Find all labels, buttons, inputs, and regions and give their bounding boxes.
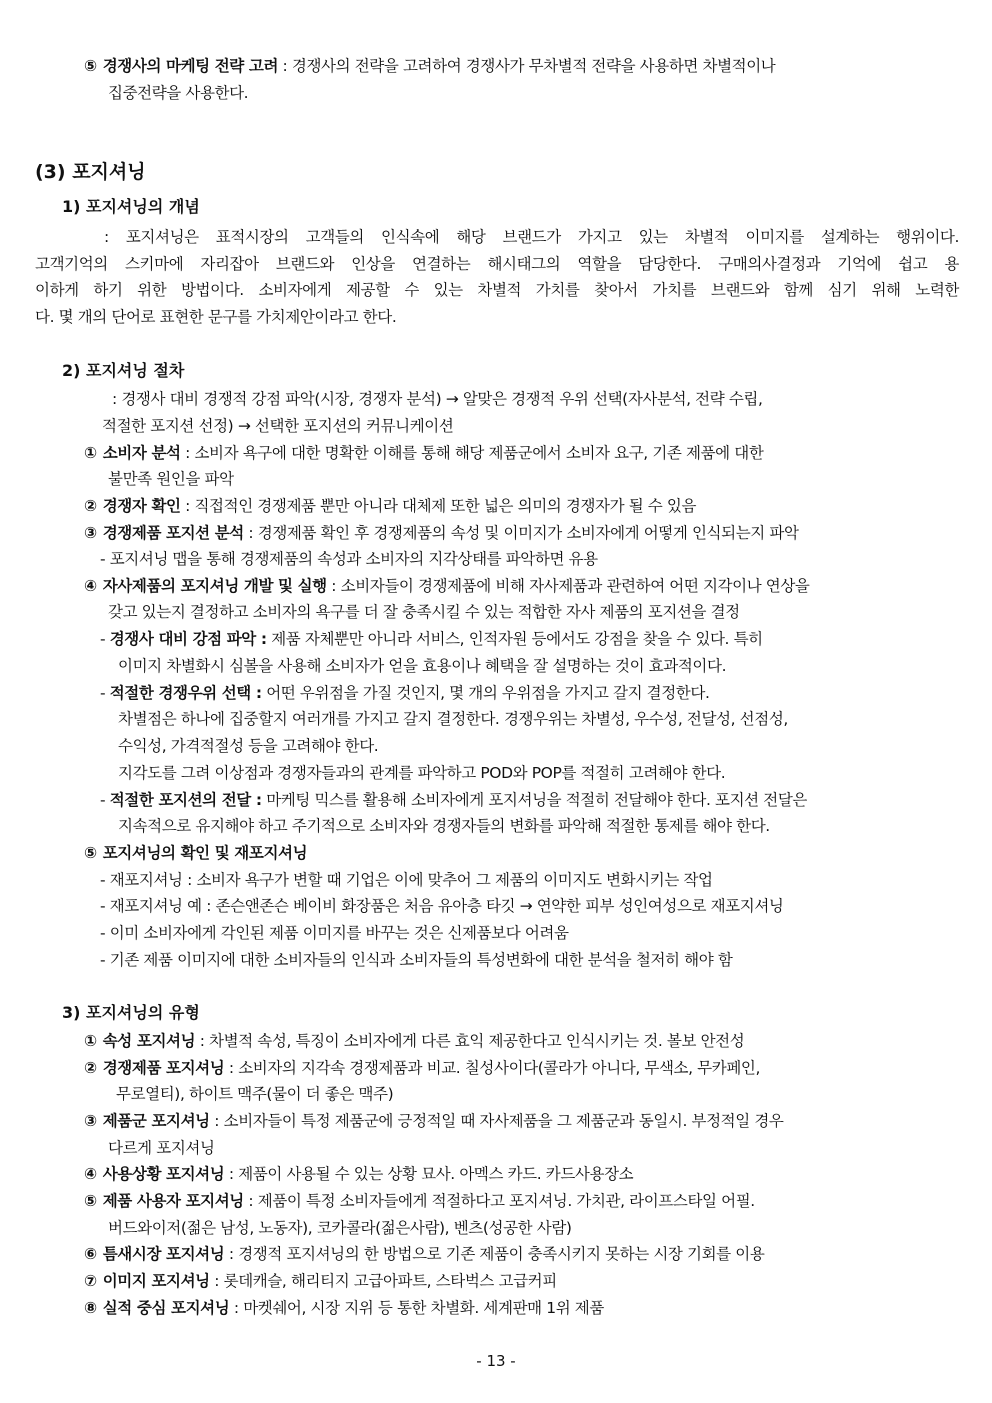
step-text: : 소비자 욕구에 대한 명확한 이해를 통해 해당 제품군에서 소비자 요구, 기존 제품에 대한 bbox=[180, 444, 764, 462]
type-item bbox=[84, 1111, 783, 1131]
step-term: 소비자 분석 bbox=[102, 444, 181, 462]
procedure-step-5-sub: - 이미 소비자에게 각인된 제품 이미지를 바꾸는 것은 신제품보다 어려움 bbox=[100, 924, 569, 942]
procedure-step-5-sub: - 기존 제품 이미지에 대한 소비자들의 인식과 소비자들의 특성변화에 대한 분석을 철저히 해야 함 bbox=[100, 951, 733, 969]
type-term: 제품 사용자 포지셔닝 bbox=[102, 1192, 244, 1210]
procedure-summary: : 경쟁사 대비 경쟁적 강점 파악(시장, 경쟁자 분석) → 알맞은 경쟁적 우위 선택(자사분석, 전략 수립, bbox=[112, 390, 763, 408]
type-text: : 경쟁적 포지셔닝의 한 방법으로 기존 제품이 충족시키지 못하는 시장 기회를 이용 bbox=[224, 1245, 765, 1263]
type-term: 사용상황 포지셔닝 bbox=[102, 1165, 225, 1183]
sub-dash: - bbox=[100, 791, 110, 809]
step-number: ⑤ bbox=[84, 844, 97, 862]
procedure-step-5-sub: - 재포지셔닝 예 : 존슨앤존슨 베이비 화장품은 처음 유아층 타깃 → 연약한 피부 성인여성으로 재포지셔닝 bbox=[100, 897, 784, 915]
step-term: 경쟁자 확인 bbox=[102, 497, 181, 515]
type-term: 실적 중심 포지셔닝 bbox=[102, 1299, 230, 1317]
concept-heading: 1) 포지셔닝의 개념 bbox=[62, 197, 200, 216]
intro-item-5-cont: 집중전략을 사용한다. bbox=[108, 84, 249, 102]
concept-line: 이하게 하기 위한 방법이다. 소비자에게 제공할 수 있는 차별적 가치를 찾아서 가치를 브랜드와 함께 심기 위해 노력한 bbox=[35, 281, 959, 299]
sub-text: 어떤 우위점을 가질 것인지, 몇 개의 우위점을 가지고 갈지 결정한다. bbox=[261, 684, 710, 702]
type-number: ⑥ bbox=[84, 1245, 97, 1263]
procedure-heading: 2) 포지셔닝 절차 bbox=[62, 361, 185, 380]
type-number: ① bbox=[84, 1032, 97, 1050]
type-text: : 차별적 속성, 특징이 소비자에게 다른 효익 제공한다고 인식시키는 것. 볼보 안전성 bbox=[195, 1032, 745, 1050]
section-title: (3) 포지셔닝 bbox=[35, 161, 146, 183]
item-term: 경쟁사의 마케팅 전략 고려 bbox=[102, 57, 279, 75]
type-number: ② bbox=[84, 1059, 97, 1077]
type-term: 틈새시장 포지셔닝 bbox=[102, 1245, 225, 1263]
step-4-sub-strength-cont: 이미지 차별화시 심볼을 사용해 소비자가 얻을 효용이나 혜택을 잘 설명하는 것이 효과적이다. bbox=[118, 657, 727, 675]
step-term: 자사제품의 포지셔닝 개발 및 실행 bbox=[102, 577, 327, 595]
item-number: ⑤ bbox=[84, 57, 97, 75]
type-item-cont: 다르게 포지셔닝 bbox=[108, 1139, 215, 1157]
step-4-sub-advantage-cont: 지각도를 그려 이상점과 경쟁자들과의 관계를 파악하고 POD와 POP를 적절히 고려해야 한다. bbox=[118, 764, 726, 782]
procedure-step-5-sub: - 재포지셔닝 : 소비자 욕구가 변할 때 기업은 이에 맞추어 그 제품의 이미지도 변화시키는 작업 bbox=[100, 871, 713, 889]
step-number: ② bbox=[84, 497, 97, 515]
procedure-step-5 bbox=[84, 843, 307, 863]
step-4-sub-advantage-cont: 차별점은 하나에 집중할지 여러개를 가지고 갈지 결정한다. 경쟁우위는 차별성, 우수성, 전달성, 선점성, bbox=[118, 710, 788, 728]
type-item-cont: 무로열티), 하이트 맥주(물이 더 좋은 맥주) bbox=[116, 1085, 394, 1103]
sub-term: 적절한 포지션의 전달 : bbox=[109, 791, 262, 809]
type-text: : 마켓쉐어, 시장 지위 등 통한 차별화. 세계판매 1위 제품 bbox=[229, 1299, 604, 1317]
step-4-sub-advantage-cont: 수익성, 가격적절성 등을 고려해야 한다. bbox=[118, 737, 379, 755]
type-term: 제품군 포지셔닝 bbox=[102, 1112, 210, 1130]
type-item bbox=[84, 1271, 557, 1291]
type-number: ③ bbox=[84, 1112, 97, 1130]
step-4-sub-strength bbox=[100, 629, 763, 649]
type-item bbox=[84, 1298, 604, 1318]
type-number: ④ bbox=[84, 1165, 97, 1183]
step-text: : 직접적인 경쟁제품 뿐만 아니라 대체제 또한 넓은 의미의 경쟁자가 될 수 있음 bbox=[180, 497, 697, 515]
types-heading: 3) 포지셔닝의 유형 bbox=[62, 1003, 200, 1022]
step-term: 경쟁제품 포지션 분석 bbox=[102, 524, 244, 542]
step-text: : 소비자들이 경쟁제품에 비해 자사제품과 관련하여 어떤 지각이나 연상을 bbox=[326, 577, 810, 595]
type-item bbox=[84, 1191, 755, 1211]
type-item bbox=[84, 1058, 760, 1078]
procedure-summary: 적절한 포지션 선정) → 선택한 포지션의 커뮤니케이션 bbox=[102, 417, 454, 435]
type-term: 이미지 포지셔닝 bbox=[102, 1272, 210, 1290]
step-term: 포지셔닝의 확인 및 재포지셔닝 bbox=[102, 844, 308, 862]
item-text: : 경쟁사의 전략을 고려하여 경쟁사가 무차별적 전략을 사용하면 차별적이나 bbox=[278, 57, 776, 75]
step-4-sub-delivery-cont: 지속적으로 유지해야 하고 주기적으로 소비자와 경쟁자들의 변화를 파악해 적절한 통제를 해야 한다. bbox=[118, 817, 770, 835]
sub-text: 마케팅 믹스를 활용해 소비자에게 포지셔닝을 적절히 전달해야 한다. 포지션 전달은 bbox=[261, 791, 807, 809]
type-text: : 제품이 특정 소비자들에게 적절하다고 포지셔닝. 가치관, 라이프스타일 어필. bbox=[243, 1192, 755, 1210]
sub-term: 적절한 경쟁우위 선택 : bbox=[109, 684, 262, 702]
step-number: ③ bbox=[84, 524, 97, 542]
step-4-sub-delivery bbox=[100, 790, 807, 810]
concept-line: : 포지셔닝은 표적시장의 고객들의 인식속에 해당 브랜드가 가지고 있는 차별적 이미지를 설계하는 행위이다. bbox=[104, 228, 959, 246]
sub-dash: - bbox=[100, 630, 110, 648]
type-number: ⑧ bbox=[84, 1299, 97, 1317]
step-number: ④ bbox=[84, 577, 97, 595]
type-term: 경쟁제품 포지셔닝 bbox=[102, 1059, 225, 1077]
procedure-step-1 bbox=[84, 443, 763, 463]
page-number: - 13 - bbox=[476, 1352, 516, 1370]
concept-line: 다. 몇 개의 단어로 표현한 문구를 가치제안이라고 한다. bbox=[35, 308, 397, 326]
type-item bbox=[84, 1244, 764, 1264]
procedure-step-3-sub: - 포지셔닝 맵을 통해 경쟁제품의 속성과 소비자의 지각상태를 파악하면 유용 bbox=[100, 550, 598, 568]
type-item-cont: 버드와이저(젊은 남성, 노동자), 코카콜라(젊은사람), 벤츠(성공한 사람) bbox=[108, 1219, 572, 1237]
type-text: : 소비자의 지각속 경쟁제품과 비교. 칠성사이다(콜라가 아니다, 무색소, 무카페인, bbox=[224, 1059, 760, 1077]
procedure-step-2 bbox=[84, 496, 696, 516]
type-text: : 제품이 사용될 수 있는 상황 묘사. 아멕스 카드. 카드사용장소 bbox=[224, 1165, 634, 1183]
sub-term: 경쟁사 대비 강점 파악 : bbox=[109, 630, 267, 648]
intro-item-5 bbox=[84, 56, 775, 76]
type-text: : 롯데캐슬, 해리티지 고급아파트, 스타벅스 고급커피 bbox=[209, 1272, 557, 1290]
sub-text: 제품 자체뿐만 아니라 서비스, 인적자원 등에서도 강점을 찾을 수 있다. 특히 bbox=[266, 630, 763, 648]
type-term: 속성 포지셔닝 bbox=[102, 1032, 196, 1050]
type-item bbox=[84, 1031, 744, 1051]
step-number: ① bbox=[84, 444, 97, 462]
step-text: : 경쟁제품 확인 후 경쟁제품의 속성 및 이미지가 소비자에게 어떻게 인식되는지 파악 bbox=[243, 524, 799, 542]
type-number: ⑦ bbox=[84, 1272, 97, 1290]
type-number: ⑤ bbox=[84, 1192, 97, 1210]
step-4-sub-advantage bbox=[100, 683, 710, 703]
type-text: : 소비자들이 특정 제품군에 긍정적일 때 자사제품을 그 제품군과 동일시. 부정적일 경우 bbox=[209, 1112, 784, 1130]
type-item bbox=[84, 1164, 633, 1184]
procedure-step-4 bbox=[84, 576, 810, 596]
sub-dash: - bbox=[100, 684, 110, 702]
concept-line: 고객기억의 스키마에 자리잡아 브랜드와 인상을 연결하는 해시태그의 역할을 담당한다. 구매의사결정과 기억에 쉽고 용 bbox=[35, 255, 959, 273]
procedure-step-4-cont: 갖고 있는지 결정하고 소비자의 욕구를 더 잘 충족시킬 수 있는 적합한 자사 제품의 포지션을 결정 bbox=[108, 603, 740, 621]
procedure-step-1-cont: 불만족 원인을 파악 bbox=[108, 470, 234, 488]
procedure-step-3 bbox=[84, 523, 799, 543]
